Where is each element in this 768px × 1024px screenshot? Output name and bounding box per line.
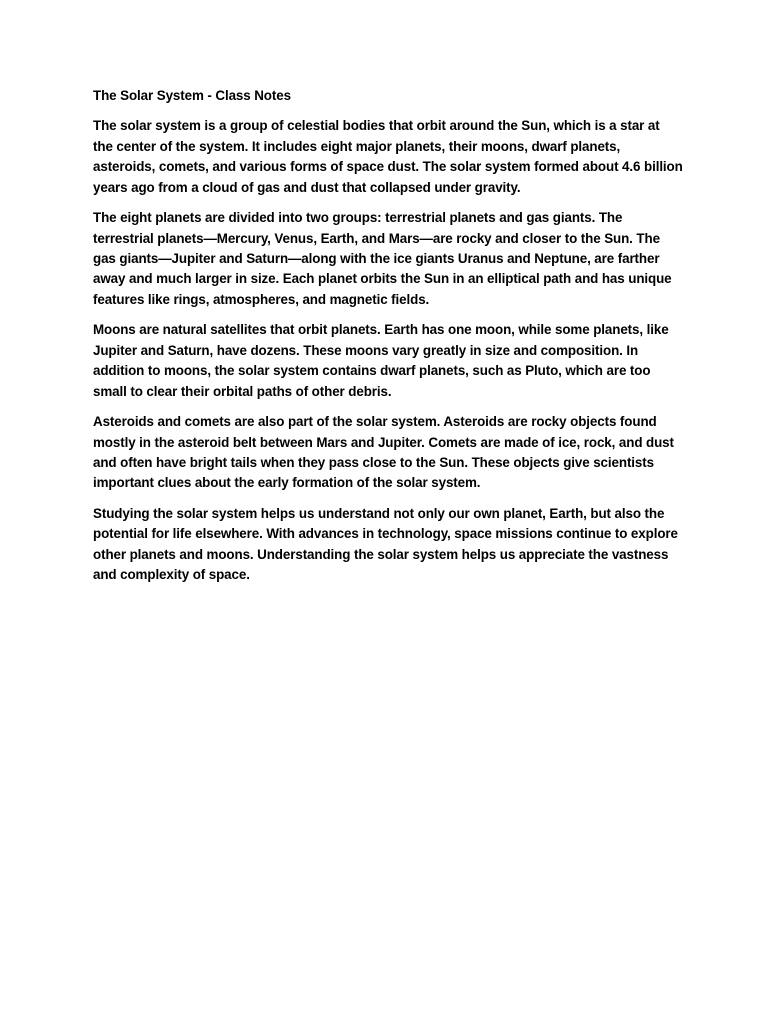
paragraph-overview: The solar system is a group of celestial bodies that orbit around the Sun, which is a star at the center of the system. It includes eight major planets, their moons, dwarf planets, asteroids, comets, and various forms of space dust. The solar system formed about 4.6 billion years ago from a cloud of gas and dust that collapsed under gravity. bbox=[93, 118, 683, 195]
paragraph-moons: Moons are natural satellites that orbit planets. Earth has one moon, while some planets, like Jupiter and Saturn, have dozens. These moons vary greatly in size and composition. In addition to moons, the solar system contains dwarf planets, such as Pluto, which are too small to clear their orbital paths of other debris. bbox=[93, 322, 669, 399]
document-body bbox=[93, 86, 683, 596]
document-title: The Solar System - Class Notes bbox=[93, 88, 291, 103]
paragraph-asteroids-comets: Asteroids and comets are also part of the solar system. Asteroids are rocky objects found mostly in the asteroid belt between Mars and Jupiter. Comets are made of ice, rock, and dust and often have bright tails when they pass close to the Sun. These objects give scientists important clues about the early formation of the solar system. bbox=[93, 414, 674, 491]
paragraph-conclusion: Studying the solar system helps us understand not only our own planet, Earth, but also the potential for life elsewhere. With advances in technology, space missions continue to explore other planets and moons. Understanding the solar system helps us appreciate the vastness and complexity of space. bbox=[93, 506, 678, 583]
paragraph-planets: The eight planets are divided into two groups: terrestrial planets and gas giants. The terrestrial planets—Mercury, Venus, Earth, and Mars—are rocky and closer to the Sun. The gas giants—Jupiter and Saturn—along with the ice giants Uranus and Neptune, are farther away and much larger in size. Each planet orbits the Sun in an elliptical path and has unique features like rings, atmospheres, and magnetic fields. bbox=[93, 210, 672, 307]
